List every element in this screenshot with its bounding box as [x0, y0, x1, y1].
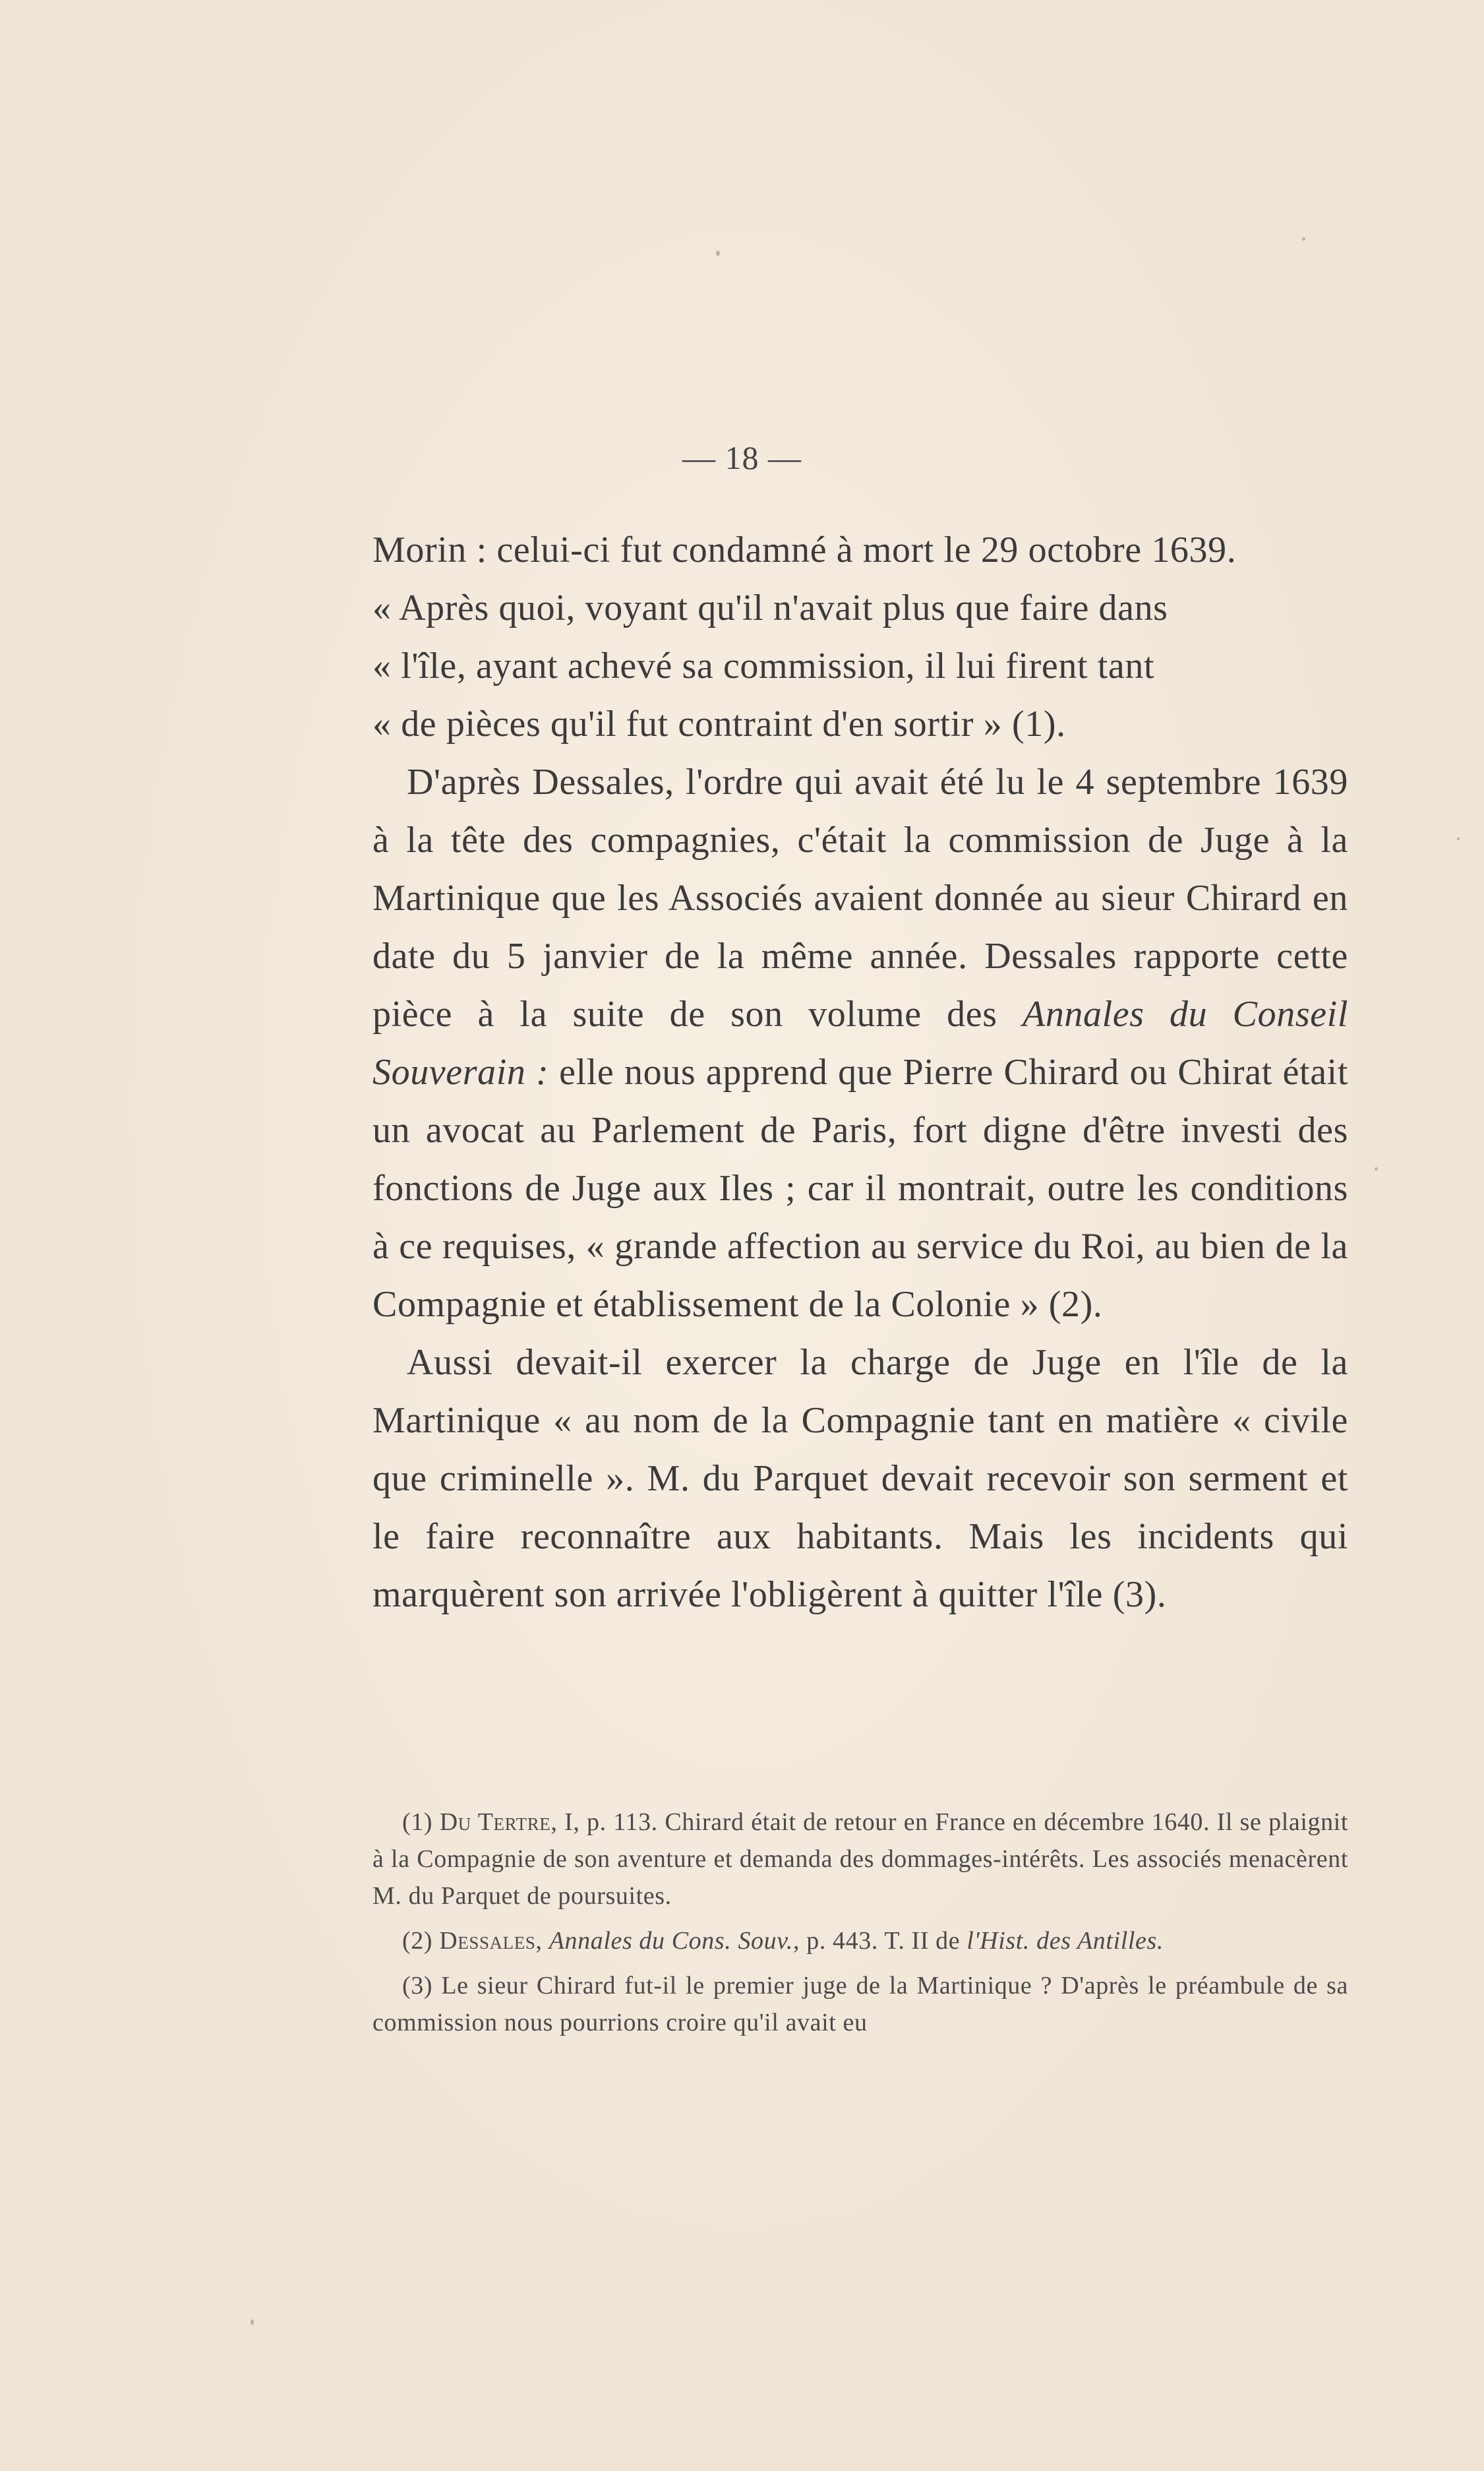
footnote-2	[372, 1922, 1348, 1959]
footnote-number: (3)	[402, 1972, 433, 1999]
paragraph-2	[372, 753, 1348, 1333]
paragraph-3: Aussi devait-il exercer la charge de Juge en l'île de la Martinique « au nom de la Compagnie tant en matière « civile que criminelle ». M. du Parquet devait recevoir son serment et le faire reconnaître aux habitants. Mais les incidents qui marquèrent son arrivée l'obligèrent à quitter l'île (3).	[372, 1342, 1348, 1615]
footnote-title: l'Hist. des Antilles.	[966, 1927, 1164, 1955]
footnote-separator: ,	[535, 1927, 549, 1955]
footnotes	[372, 1804, 1348, 2049]
page-number: — 18 —	[682, 439, 802, 476]
main-text	[372, 521, 1348, 1624]
footnote-text: , p. 443. T. II de	[793, 1927, 967, 1955]
footnote-title: Annales du Cons. Souv.	[549, 1927, 794, 1955]
footnote-3	[372, 1967, 1348, 2041]
text-line: « Après quoi, voyant qu'il n'avait plus que faire dans	[372, 588, 1168, 628]
text-line: « de pièces qu'il fut contraint d'en sortir » (1).	[372, 704, 1066, 745]
paper-speck	[1375, 1167, 1378, 1171]
paragraph-1	[372, 521, 1348, 753]
footnote-number: (1)	[402, 1808, 433, 1836]
text-line: Morin : celui-ci fut condamné à mort le 29 octobre 1639.	[372, 530, 1237, 570]
paper-speck	[1302, 237, 1305, 241]
paper-speck	[716, 251, 720, 256]
paragraph-2-end: elle nous apprend que Pierre Chirard ou Chirat était un avocat au Parlement de Paris, fort digne d'être investi des fonctions de Juge aux Iles ; car il montrait, outre les conditions à ce requises, « grande affection au service du Roi, au bien de la Compagnie et établissement de la Colonie » (2).	[372, 1052, 1348, 1325]
footnote-author: Du Tertre	[439, 1808, 551, 1836]
paper-speck	[251, 2319, 254, 2325]
paper-speck	[1457, 838, 1460, 840]
book-title: Annales du Conseil Souverain :	[372, 994, 1348, 1093]
paragraph-2-start: D'après Dessales, l'ordre qui avait été lu le 4 septembre 1639 à la tête des compagnies, c'était la commission de Juge à la Martinique que les Associés avaient donnée au sieur Chirard en date du 5 janvier de la même année. Dessales rapporte cette pièce à la suite de son volume des	[372, 762, 1348, 1035]
footnote-text: , I, p. 113. Chirard était de retour en France en décembre 1640. Il se plaignit à la Compagnie de son aventure et demanda des dommages-intérêts. Les associés menacèrent M. du Parquet de poursuites.	[372, 1808, 1348, 1910]
footnote-text: Le sieur Chirard fut-il le premier juge de la Martinique ? D'après le préambule de sa commission nous pourrions croire qu'il avait eu	[372, 1972, 1348, 2036]
text-line: « l'île, ayant achevé sa commission, il lui firent tant	[372, 646, 1155, 686]
footnote-author: Dessales	[439, 1927, 536, 1955]
footnote-number: (2)	[402, 1927, 433, 1955]
footnote-1	[372, 1804, 1348, 1914]
